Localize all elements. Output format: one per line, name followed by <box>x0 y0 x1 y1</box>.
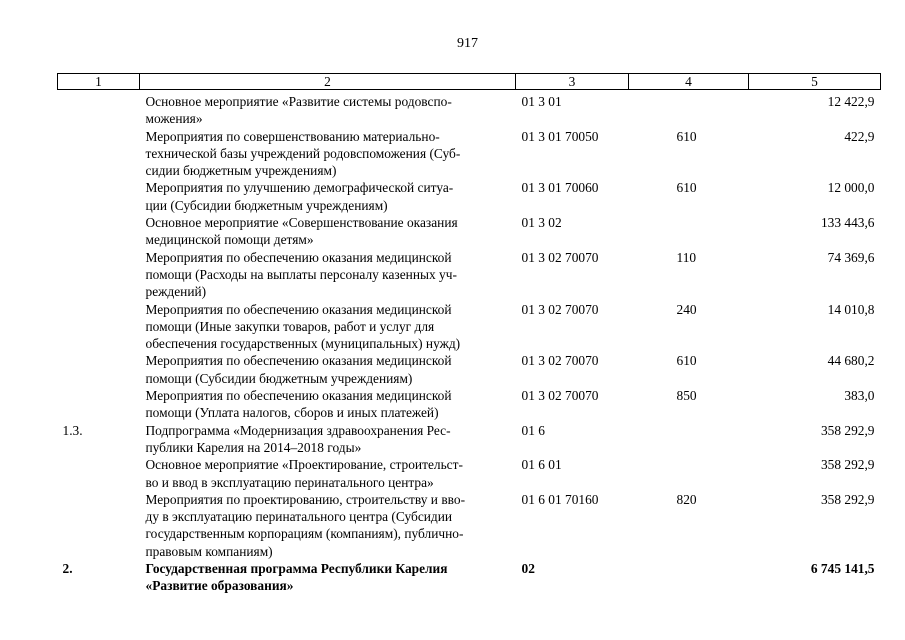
row-type <box>629 422 749 457</box>
table-row <box>58 387 881 422</box>
row-number <box>58 179 140 214</box>
row-code: 01 6 01 70160 <box>521 491 599 507</box>
row-code: 01 3 01 70050 <box>521 128 599 144</box>
row-amount: 358 292,9 <box>820 491 875 507</box>
table-row <box>58 179 881 214</box>
row-number <box>58 301 140 353</box>
header-col-5: 5 <box>749 74 881 90</box>
row-type <box>629 90 749 128</box>
table-row <box>58 560 881 595</box>
header-col-1: 1 <box>58 74 140 90</box>
row-code: 01 6 <box>521 422 545 438</box>
row-amount: 12 422,9 <box>827 94 875 109</box>
row-name: Основное мероприятие «Совершенствование оказания медицинской помощи детям» <box>145 215 458 248</box>
table-row <box>58 90 881 128</box>
row-number: 1.3. <box>62 422 83 438</box>
row-type: 820 <box>676 491 697 507</box>
table-row <box>58 352 881 387</box>
row-amount: 6 745 141,5 <box>810 561 875 577</box>
row-name: Государственная программа Республики Карелия «Развитие образования» <box>145 561 448 594</box>
row-amount: 74 369,6 <box>827 249 875 265</box>
row-number <box>58 352 140 387</box>
row-amount: 44 680,2 <box>827 353 875 369</box>
row-name: Мероприятия по обеспечению оказания медицинской помощи (Уплата налогов, сборов и иных платежей) <box>145 388 452 421</box>
header-col-3: 3 <box>516 74 629 90</box>
row-name: Подпрограмма «Модернизация здравоохранения Рес- публики Карелия на 2014–2018 годы» <box>145 422 451 455</box>
table-header-row <box>58 74 881 90</box>
row-amount: 358 292,9 <box>820 422 875 438</box>
row-number <box>58 128 140 180</box>
row-code: 01 3 02 70070 <box>521 301 599 317</box>
row-type <box>629 456 749 491</box>
row-number <box>58 456 140 491</box>
row-name: Мероприятия по обеспечению оказания медицинской помощи (Субсидии бюджетным учреждениям) <box>145 353 452 386</box>
row-code: 01 3 02 70070 <box>521 353 599 369</box>
row-number <box>58 214 140 249</box>
table-row <box>58 128 881 180</box>
row-name: Мероприятия по проектированию, строительству и вво- ду в эксплуатацию перинатального центра (Субсидии государственным корпорациям (компаниям), публично- правовым компаниям) <box>145 491 466 559</box>
row-type: 610 <box>676 353 697 369</box>
row-code: 01 3 01 70060 <box>521 180 599 196</box>
row-code: 01 3 01 <box>521 94 562 109</box>
row-amount: 422,9 <box>844 128 875 144</box>
table-row <box>58 456 881 491</box>
table-row <box>58 249 881 301</box>
header-col-2: 2 <box>140 74 516 90</box>
row-code: 01 3 02 70070 <box>521 388 599 404</box>
row-code: 01 6 01 <box>521 457 562 473</box>
row-code: 01 3 02 <box>521 215 562 231</box>
row-type <box>629 560 749 595</box>
row-code: 02 <box>521 561 535 577</box>
row-type: 850 <box>676 388 697 404</box>
row-code: 01 3 02 70070 <box>521 249 599 265</box>
row-type <box>629 214 749 249</box>
row-name: Основное мероприятие «Проектирование, строительст- во и ввод в эксплуатацию перинатального центра» <box>145 457 463 490</box>
row-name: Основное мероприятие «Развитие системы родовспо- можения» <box>145 94 452 127</box>
row-number: 2. <box>62 561 73 577</box>
row-type: 610 <box>676 180 697 196</box>
row-amount: 383,0 <box>844 388 875 404</box>
row-number <box>58 491 140 560</box>
row-amount: 12 000,0 <box>827 180 875 196</box>
row-amount: 14 010,8 <box>827 301 875 317</box>
row-type: 610 <box>676 128 697 144</box>
row-name: Мероприятия по улучшению демографической ситуа- ции (Субсидии бюджетным учреждениям) <box>145 180 454 213</box>
row-number <box>58 90 140 128</box>
budget-table <box>57 73 881 595</box>
table-row <box>58 301 881 353</box>
row-type: 110 <box>676 249 697 265</box>
row-name: Мероприятия по совершенствованию материально- технической базы учреждений родовспоможения (Суб- сидии бюджетным учреждениям) <box>145 128 461 179</box>
table-row <box>58 214 881 249</box>
row-amount: 133 443,6 <box>820 215 875 231</box>
page-number: 917 <box>457 36 478 51</box>
row-number <box>58 249 140 301</box>
row-number <box>58 387 140 422</box>
table-row <box>58 422 881 457</box>
table-row <box>58 491 881 560</box>
row-name: Мероприятия по обеспечению оказания медицинской помощи (Расходы на выплаты персоналу казенных уч- реждений) <box>145 249 457 300</box>
row-type: 240 <box>676 301 697 317</box>
header-col-4: 4 <box>629 74 749 90</box>
row-amount: 358 292,9 <box>820 457 875 473</box>
row-name: Мероприятия по обеспечению оказания медицинской помощи (Иные закупки товаров, работ и услуг для обеспечения государственных (муниципальных) нужд) <box>145 301 461 352</box>
